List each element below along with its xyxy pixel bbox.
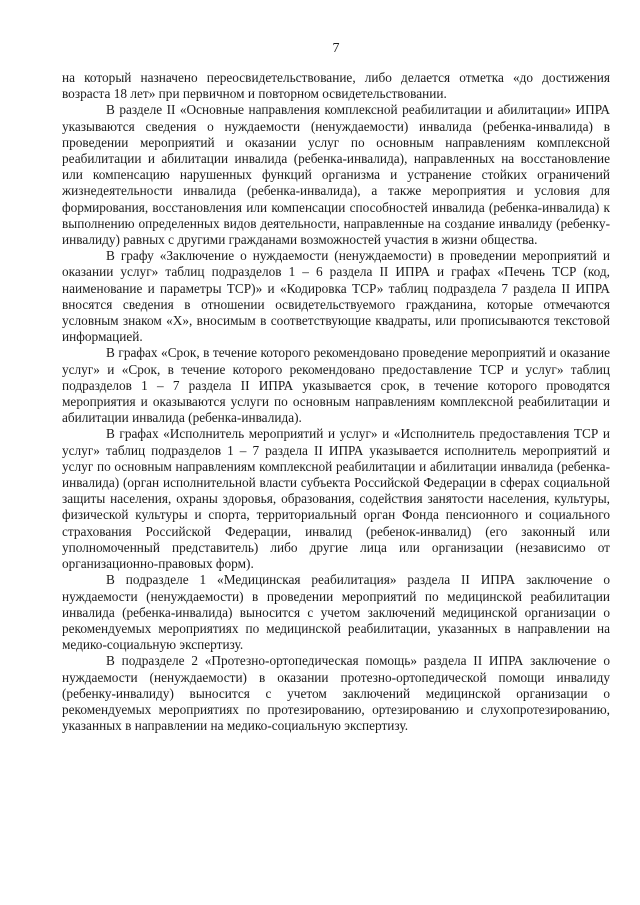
paragraph-section-ii: В разделе II «Основные направления комплексной реабилитации и абилитации» ИПРА указываются сведения о нуждаемости (ненуждаемости) инвалида (ребенка-инвалида) в проведении мероприятий и оказании услуг по основным направлениям комплексной реабилитации и абилитации инвалида (ребенка-инвалида), направленных на восстановление или компенсацию нарушенных функций организма и устранение стойких ограничений жизнедеятельности инвалида (ребенка-инвалида), а также мероприятия и условия для формирования, восстановления или компенсации способностей инвалида (ребенка-инвалида) к выполнению определенных видов деятельности, направленные на создание инвалиду (ребенку-инвалиду) равных с другими гражданами возможностей участия в жизни общества. (62, 102, 610, 248)
paragraph-medical-rehabilitation: В подразделе 1 «Медицинская реабилитация» раздела II ИПРА заключение о нуждаемости (ненуждаемости) в проведении мероприятий по медицинской реабилитации инвалида (ребенка-инвалида) выносится с учетом заключений медицинской организации о рекомендуемых мероприятиях по медицинской реабилитации, указанных в направлении на медико-социальную экспертизу. (62, 572, 610, 653)
paragraph-conclusion-column: В графу «Заключение о нуждаемости (ненуждаемости) в проведении мероприятий и оказании услуг» таблиц подразделов 1 – 6 раздела II ИПРА и графах «Печень ТСР (код, наименование и параметры ТСР)» и «Кодировка ТСР» таблиц подраздела 7 раздела II ИПРА вносятся сведения в отношении освидетельствуемого гражданина, которые отмечаются условным знаком «Х», вносимым в соответствующие квадраты, или прописываются текстовой информацией. (62, 248, 610, 345)
page-number: 7 (332, 41, 340, 56)
document-body (62, 70, 610, 734)
paragraph-executor-columns: В графах «Исполнитель мероприятий и услуг» и «Исполнитель предоставления ТСР и услуг» таблиц подразделов 1 – 7 раздела II ИПРА указывается исполнитель мероприятий и услуг по основным направлениям комплексной реабилитации и абилитации инвалида (ребенка-инвалида) (орган исполнительной власти субъекта Российской Федерации в сферах социальной защиты населения, охраны здоровья, образования, содействия занятости населения, культуры, физической культуры и спорта, территориальный орган Фонда пенсионного и социального страхования Российской Федерации, инвалид (ребенок-инвалид) (его законный или уполномоченный представитель) либо другие лица или организации (независимо от организационно-правовых форм). (62, 426, 610, 572)
paragraph-term-columns: В графах «Срок, в течение которого рекомендовано проведение мероприятий и оказание услуг» и «Срок, в течение которого рекомендовано предоставление ТСР и услуг» таблиц подразделов 1 – 7 раздела II ИПРА указывается срок, в течение которого проводятся мероприятия и оказываются услуги по основным направлениям комплексной реабилитации и абилитации инвалида (ребенка-инвалида). (62, 345, 610, 426)
paragraph-continuation: на который назначено переосвидетельствование, либо делается отметка «до достижения возраста 18 лет» при первичном и повторном освидетельствовании. (62, 70, 610, 102)
paragraph-prosthetic-help: В подразделе 2 «Протезно-ортопедическая помощь» раздела II ИПРА заключение о нуждаемости (ненуждаемости) в оказании протезно-ортопедической помощи инвалиду (ребенку-инвалиду) выносится с учетом заключений медицинской организации о рекомендуемых мероприятиях по протезированию, ортезированию и слухопротезированию, указанных в направлении на медико-социальную экспертизу. (62, 653, 610, 734)
